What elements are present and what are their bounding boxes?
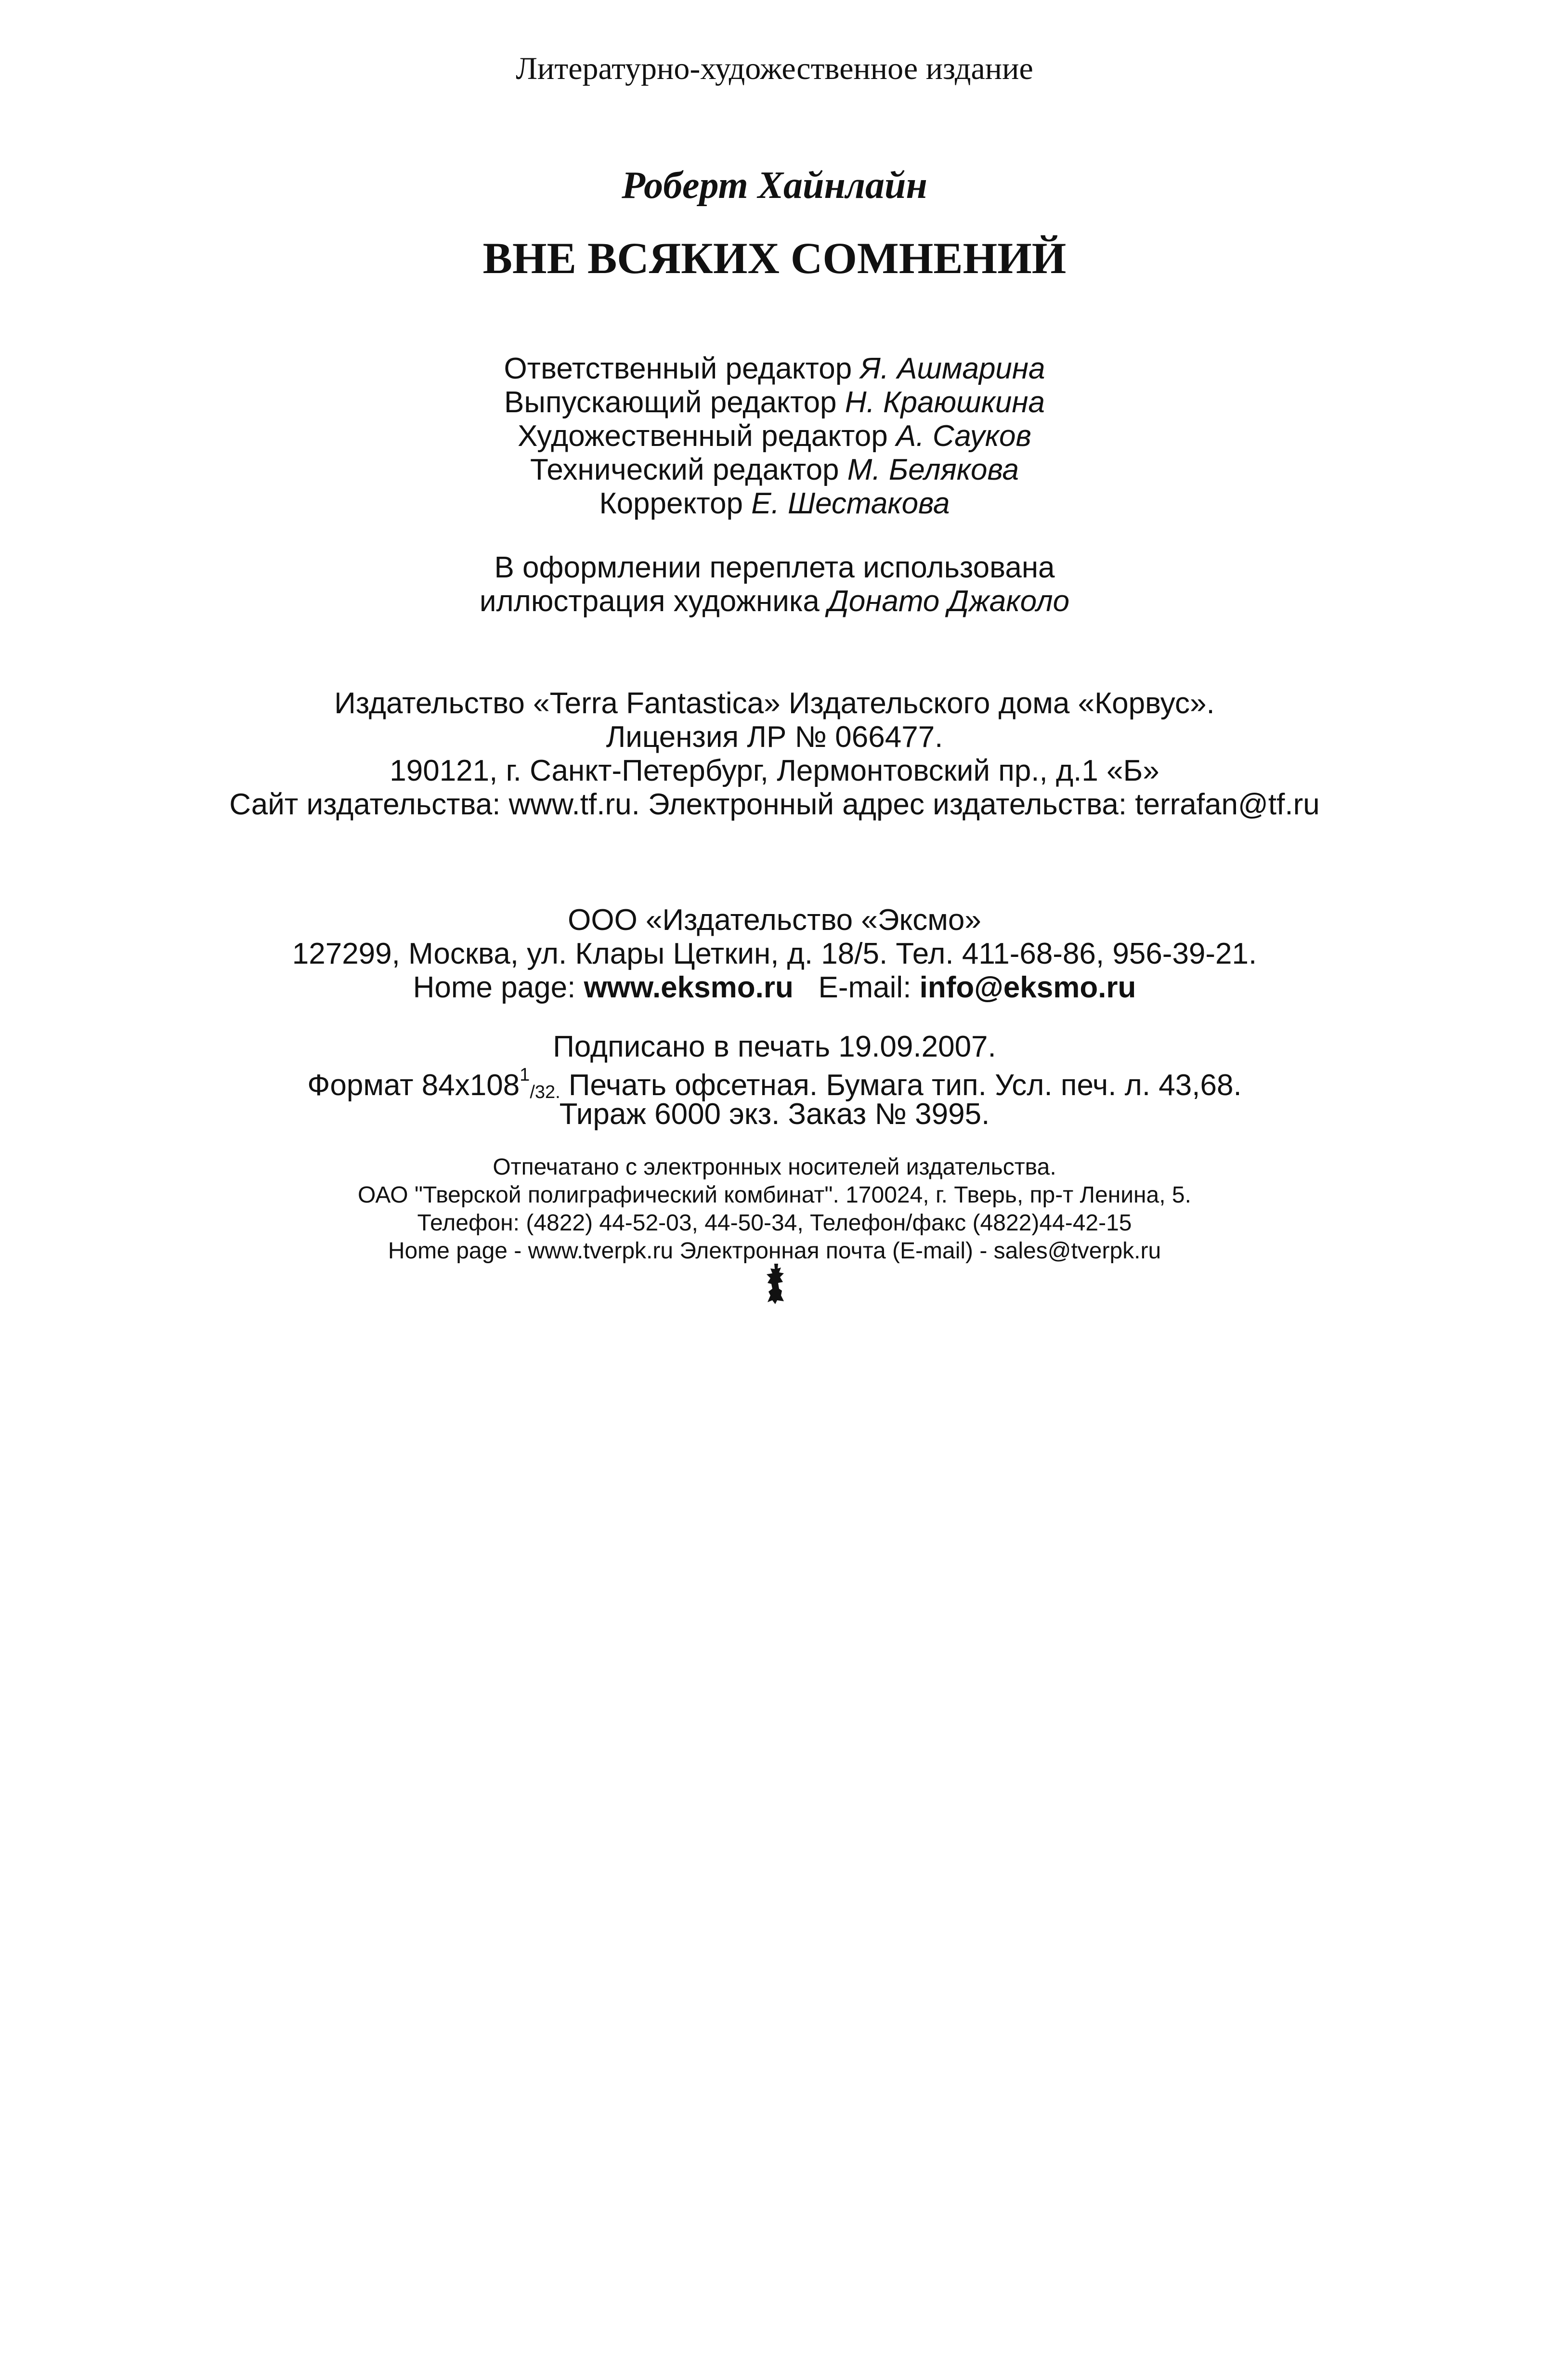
credit-name: М. Белякова [847,453,1019,486]
credit-name: А. Сауков [896,419,1031,453]
cover-note-line2 [0,587,1549,616]
credit-line [0,489,1549,519]
email-label: E-mail: [818,971,911,1004]
publisher1-address: 190121, г. Санкт-Петербург, Лермонтовский пр., д.1 «Б» [390,754,1159,787]
publisher2-web [0,973,1549,1003]
format-prefix: Формат 84х108 [307,1069,520,1102]
book-author: Роберт Хайнлайн [622,164,927,207]
credit-name: Я. Ашмарина [860,352,1045,385]
publisher2-name: ООО «Издательство «Эксмо» [568,903,981,937]
credit-role: Корректор [599,487,743,520]
printer-line2: ОАО "Тверской полиграфический комбинат". 170024, г. Тверь, пр-т Ленина, 5. [358,1182,1191,1208]
printer-line1: Отпечатано с электронных носителей издательства. [493,1154,1056,1180]
credit-role: Художественный редактор [518,419,888,453]
credit-line [0,455,1549,485]
credit-name: Н. Краюшкина [845,386,1045,419]
credit-line [0,354,1549,384]
publisher1-contacts: Сайт издательства: www.tf.ru. Электронный адрес издательства: terrafan@tf.ru [229,788,1320,821]
credit-role: Технический редактор [530,453,839,486]
book-title: ВНЕ ВСЯКИХ СОМНЕНИЙ [482,234,1067,283]
print-signed: Подписано в печать 19.09.2007. [553,1030,996,1063]
print-format [0,1066,1549,1101]
cover-artist: Донато Джаколо [828,585,1070,618]
publisher2-address: 127299, Москва, ул. Клары Цеткин, д. 18/5. Тел. 411-68-86, 956-39-21. [292,937,1257,970]
publisher1-license: Лицензия ЛР № 066477. [606,720,943,754]
format-suffix: Печать офсетная. Бумага тип. Усл. печ. л. 43,68. [560,1069,1242,1102]
format-sub: /32. [530,1082,560,1102]
printer-line4: Home page - www.tverpk.ru Электронная почта (E-mail) - sales@tverpk.ru [388,1238,1161,1264]
credit-name: Е. Шестакова [751,487,950,520]
format-sup: 1 [520,1065,530,1085]
credit-line [0,421,1549,451]
cover-note-prefix: иллюстрация художника [479,585,820,618]
email-link: info@eksmo.ru [919,971,1136,1004]
print-run: Тираж 6000 экз. Заказ № 3995. [559,1098,990,1131]
printer-line3: Телефон: (4822) 44-52-03, 44-50-34, Телефон/факс (4822)44-42-15 [417,1210,1132,1236]
publisher1-line1: Издательство «Terra Fantastica» Издательского дома «Корвус». [334,687,1215,720]
credit-line [0,388,1549,418]
edition-type: Литературно-художественное издание [516,51,1033,86]
homepage-link: www.eksmo.ru [584,971,794,1004]
credit-role: Ответственный редактор [504,352,852,385]
cover-note-line1: В оформлении переплета использована [494,551,1055,584]
homepage-label: Home page: [413,971,576,1004]
credit-role: Выпускающий редактор [504,386,837,419]
printer-logo-icon [762,1262,791,1305]
